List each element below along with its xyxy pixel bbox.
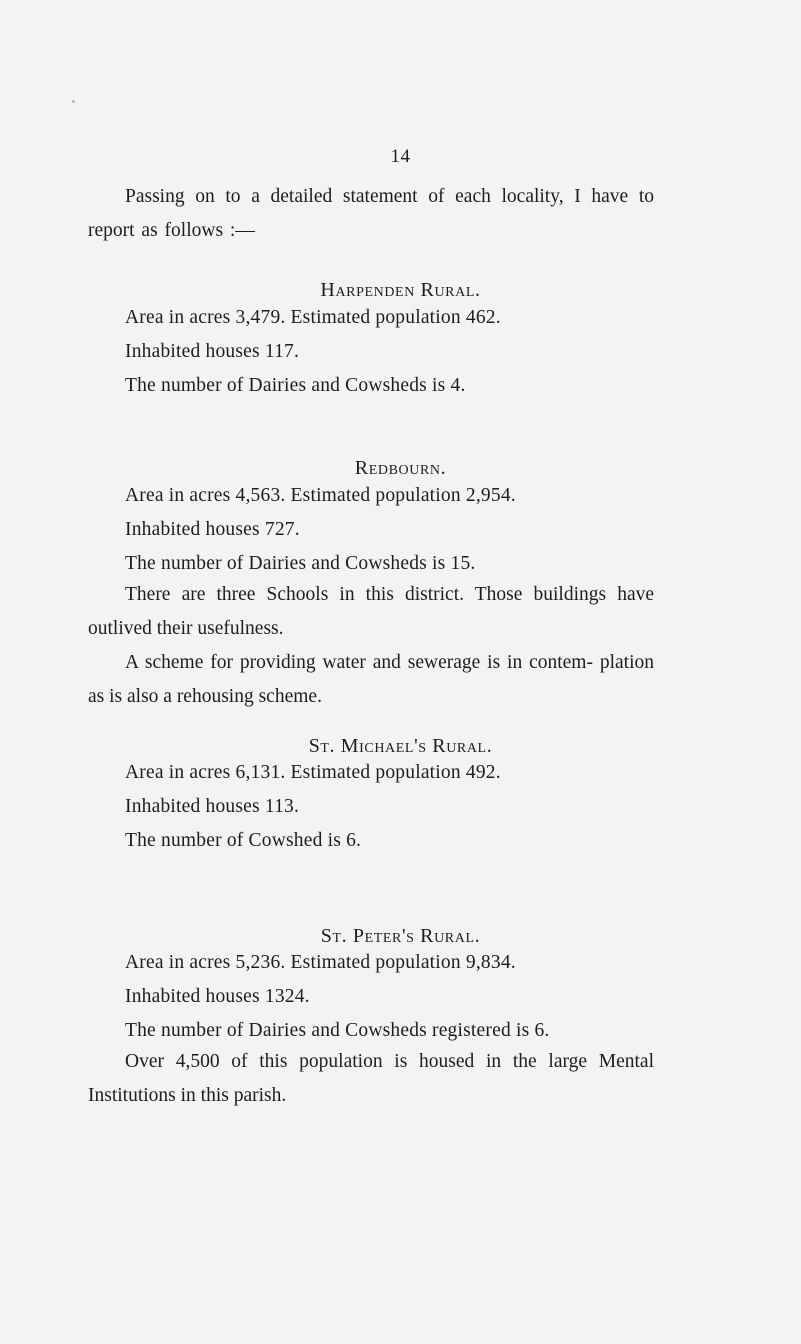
st-peters-houses-line: Inhabited houses 1324.	[125, 986, 310, 1007]
paper-speck	[72, 100, 75, 103]
st-peters-dairies-line: The number of Dairies and Cowsheds registered is 6.	[125, 1020, 550, 1041]
section-heading-st-peters: St. Peter's Rural.	[320, 925, 481, 947]
redbourn-area-line: Area in acres 4,563. Estimated population 2,954.	[125, 485, 516, 506]
page-number: 14	[390, 146, 411, 167]
section-heading-harpenden: Harpenden Rural.	[320, 279, 481, 301]
st-peters-institutions-text: Over 4,500 of this population is housed in the large Mental Institutions in this parish.	[88, 1051, 654, 1106]
redbourn-schools-text: There are three Schools in this district. Those buildings have outlived their usefulness.	[88, 584, 654, 639]
st-michaels-area-line: Area in acres 6,131. Estimated population 492.	[125, 762, 501, 783]
redbourn-houses-line: Inhabited houses 727.	[125, 519, 300, 540]
redbourn-scheme-paragraph	[88, 646, 654, 714]
redbourn-scheme-text: A scheme for providing water and sewerage is in contem- plation as is also a rehousing scheme.	[88, 652, 654, 707]
section-heading-st-michaels: St. Michael's Rural.	[308, 735, 493, 757]
harpenden-area-line: Area in acres 3,479. Estimated population 462.	[125, 307, 501, 328]
st-michaels-cowshed-line: The number of Cowshed is 6.	[125, 830, 362, 851]
harpenden-dairies-line: The number of Dairies and Cowsheds is 4.	[125, 375, 466, 396]
harpenden-houses-line: Inhabited houses 117.	[125, 341, 300, 362]
intro-paragraph	[88, 180, 654, 248]
section-heading-redbourn: Redbourn.	[354, 457, 447, 479]
redbourn-schools-paragraph	[88, 578, 654, 646]
intro-text: Passing on to a detailed statement of each locality, I have to report as follows :—	[88, 186, 654, 241]
st-peters-area-line: Area in acres 5,236. Estimated population 9,834.	[125, 952, 516, 973]
redbourn-dairies-line: The number of Dairies and Cowsheds is 15.	[125, 553, 476, 574]
st-peters-institutions-paragraph	[88, 1045, 654, 1113]
st-michaels-houses-line: Inhabited houses 113.	[125, 796, 300, 817]
